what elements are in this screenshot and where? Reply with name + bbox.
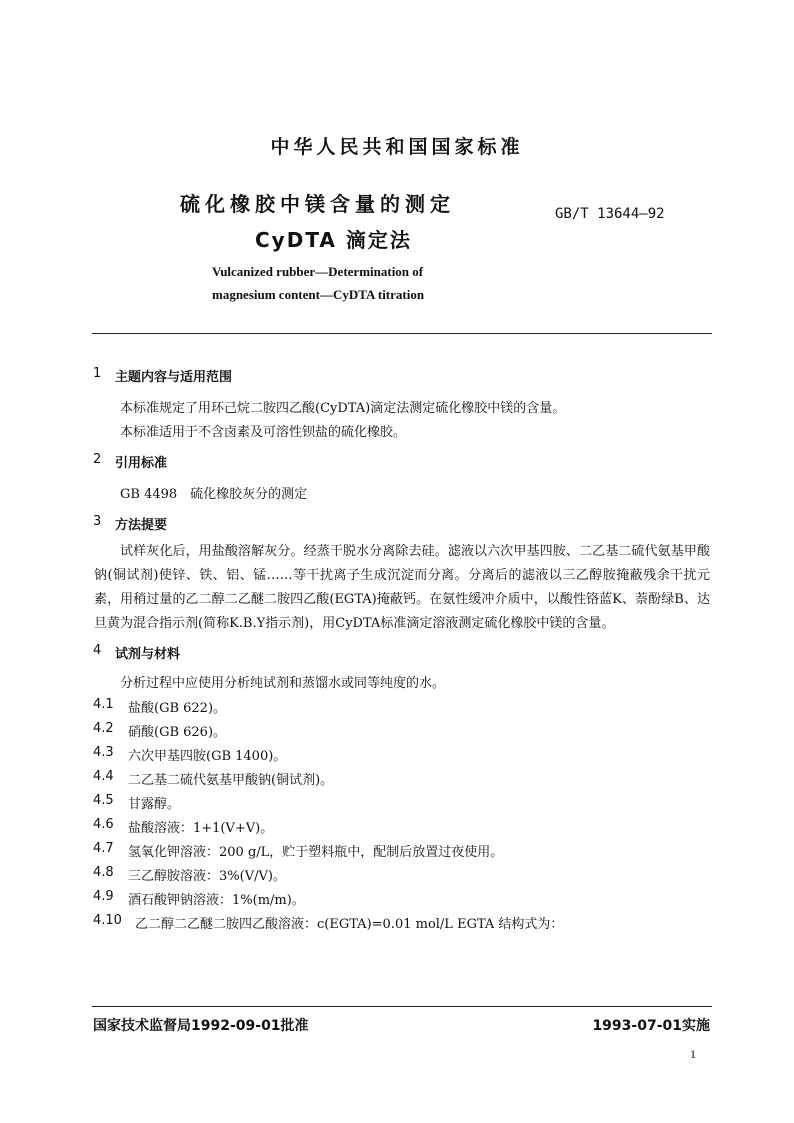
list-item-number: 4.6 [93, 817, 114, 832]
list-item-number: 4.9 [93, 889, 114, 904]
list-item-number: 4.4 [93, 769, 114, 784]
section-title: 主题内容与适用范围 [115, 370, 233, 385]
document-title-chinese: 硫化橡胶中镁含量的测定 [180, 192, 455, 216]
list-item: 六次甲基四胺(GB 1400)。 [128, 749, 287, 764]
header-divider [92, 333, 712, 334]
list-item: 甘露醇。 [128, 797, 181, 812]
document-title-english-line2: magnesium content—CyDTA titration [212, 287, 425, 302]
footer-divider [92, 1006, 712, 1007]
paragraph-applicability: 本标准适用于不含卤素及可溶性钡盐的硫化橡胶。 [120, 425, 407, 440]
list-item-number: 4.1 [93, 697, 114, 712]
list-item-number: 4.7 [93, 841, 114, 856]
list-item: 乙二醇二乙醚二胺四乙酸溶液：c(EGTA)=0.01 mol/L EGTA 结构式为： [135, 917, 564, 932]
document-title-english-line1: Vulcanized rubber—Determination of [212, 264, 424, 279]
list-item: 酒石酸钾钠溶液：1%(m/m)。 [128, 893, 305, 908]
list-item-number: 4.2 [93, 721, 114, 736]
section-title: 试剂与材料 [115, 647, 181, 662]
list-item: 氢氧化钾溶液：200 g/L，贮于塑料瓶中，配制后放置过夜使用。 [128, 845, 504, 860]
list-item: 盐酸(GB 622)。 [128, 701, 227, 716]
reference-standard: GB 4498 硫化橡胶灰分的测定 [120, 487, 308, 502]
list-item: 盐酸溶液：1+1(V+V)。 [128, 821, 274, 836]
approval-statement: 国家技术监督局1992-09-01批准 [93, 1018, 309, 1034]
section-title: 引用标准 [115, 456, 168, 471]
list-item: 三乙醇胺溶液：3%(V/V)。 [128, 869, 286, 884]
method-summary-paragraph: 试样灰化后，用盐酸溶解灰分。经蒸干脱水分离除去硅。滤液以六次甲基四胺、二乙基二硫代氨基甲酸钠(铜试剂)使锌、铁、铝、锰……等干扰离子生成沉淀而分离。分离后的滤液以三乙醇胺掩蔽残余干扰元素，用稍过量的乙二醇二乙醚二胺四乙酸(EGTA)掩蔽钙。在氨性缓冲介质中，以酸性铬蓝K、萘酚绿B、达旦黄为混合指示剂(简称K.B.Y指示剂)，用CyDTA标准滴定溶液测定硫化橡胶中镁的含量。 [94, 544, 710, 631]
section-number: 3 [93, 514, 102, 529]
section-number: 4 [93, 643, 102, 658]
page-number: 1 [690, 1047, 696, 1061]
section-number: 1 [93, 366, 102, 381]
document-title-chinese-method: CyDTA 滴定法 [255, 228, 412, 252]
paragraph-scope: 本标准规定了用环己烷二胺四乙酸(CyDTA)滴定法测定硫化橡胶中镁的含量。 [120, 401, 566, 416]
list-item-number: 4.5 [93, 793, 114, 808]
list-item-number: 4.3 [93, 745, 114, 760]
standard-code: GB/T 13644—92 [555, 206, 665, 222]
list-item-number: 4.10 [93, 913, 122, 928]
section-number: 2 [93, 452, 102, 467]
reagents-intro: 分析过程中应使用分析纯试剂和蒸馏水或同等纯度的水。 [120, 676, 446, 691]
implementation-date: 1993-07-01实施 [592, 1018, 710, 1034]
list-item: 硝酸(GB 626)。 [128, 725, 227, 740]
section-title: 方法提要 [115, 518, 168, 533]
list-item: 二乙基二硫代氨基甲酸钠(铜试剂)。 [128, 773, 334, 788]
list-item-number: 4.8 [93, 865, 114, 880]
national-standard-heading: 中华人民共和国国家标准 [270, 136, 524, 158]
